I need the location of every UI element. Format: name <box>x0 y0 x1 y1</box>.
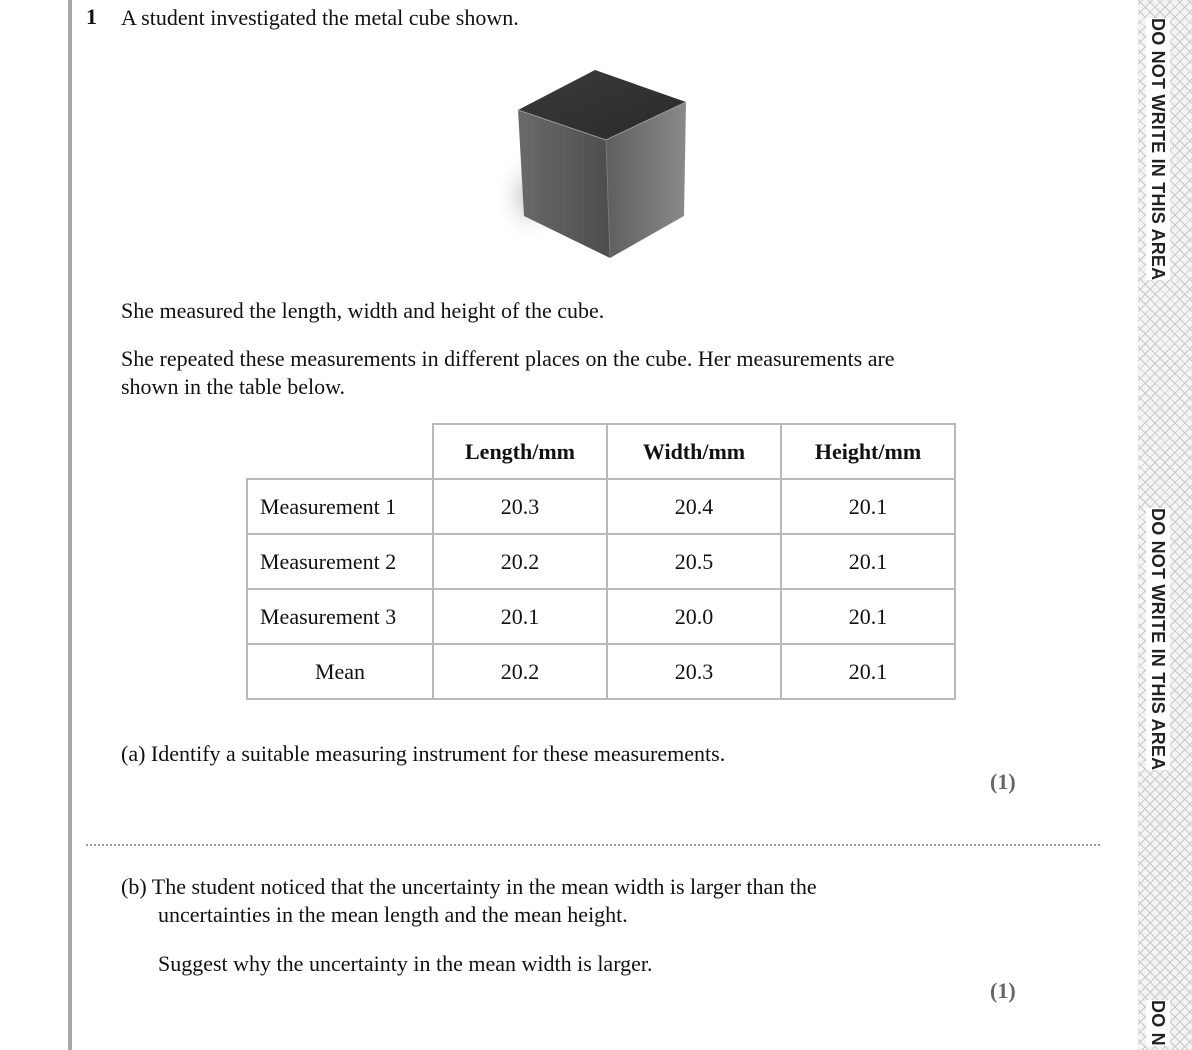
do-not-write-margin <box>1138 0 1192 1050</box>
width-cell: 20.0 <box>607 589 781 644</box>
height-cell: 20.1 <box>781 644 955 699</box>
header-width: Width/mm <box>607 424 781 479</box>
part-b-question-line1: (b) The student noticed that the uncertainty in the mean width is larger than the <box>121 874 817 899</box>
margin-warning-3: DO N <box>1148 1000 1168 1046</box>
part-a-question: (a) Identify a suitable measuring instrument for these measurements. <box>121 741 726 766</box>
part-a-marks: (1) <box>990 769 1016 794</box>
width-cell: 20.5 <box>607 534 781 589</box>
width-cell: 20.4 <box>607 479 781 534</box>
metal-cube-image <box>488 66 698 262</box>
length-cell: 20.3 <box>433 479 607 534</box>
header-height: Height/mm <box>781 424 955 479</box>
table-row <box>247 589 955 644</box>
part-b-marks: (1) <box>990 978 1016 1003</box>
length-cell: 20.2 <box>433 644 607 699</box>
left-margin-rule <box>68 0 72 1050</box>
table-corner-cell <box>247 424 433 479</box>
part-b-prompt: Suggest why the uncertainty in the mean width is larger. <box>158 951 653 976</box>
header-length: Length/mm <box>433 424 607 479</box>
table-row <box>247 534 955 589</box>
paragraph-measured: She measured the length, width and height of the cube. <box>121 298 605 323</box>
row-label: Measurement 2 <box>247 534 433 589</box>
height-cell: 20.1 <box>781 534 955 589</box>
answer-line[interactable] <box>86 844 1100 846</box>
height-cell: 20.1 <box>781 479 955 534</box>
part-b-question-line2: uncertainties in the mean length and the mean height. <box>158 902 628 927</box>
width-cell: 20.3 <box>607 644 781 699</box>
measurements-table <box>246 423 956 700</box>
paragraph-repeated-line2: shown in the table below. <box>121 374 346 399</box>
question-intro: A student investigated the metal cube shown. <box>121 5 519 30</box>
height-cell: 20.1 <box>781 589 955 644</box>
margin-warning-1: DO NOT WRITE IN THIS AREA <box>1148 18 1168 281</box>
paragraph-repeated-line1: She repeated these measurements in different places on the cube. Her measurements are <box>121 346 895 371</box>
row-label-mean: Mean <box>247 644 433 699</box>
table-row <box>247 479 955 534</box>
table-row-mean <box>247 644 955 699</box>
row-label: Measurement 3 <box>247 589 433 644</box>
length-cell: 20.1 <box>433 589 607 644</box>
margin-warning-2: DO NOT WRITE IN THIS AREA <box>1148 508 1168 771</box>
length-cell: 20.2 <box>433 534 607 589</box>
table-header-row <box>247 424 955 479</box>
row-label: Measurement 1 <box>247 479 433 534</box>
question-number: 1 <box>86 4 97 29</box>
